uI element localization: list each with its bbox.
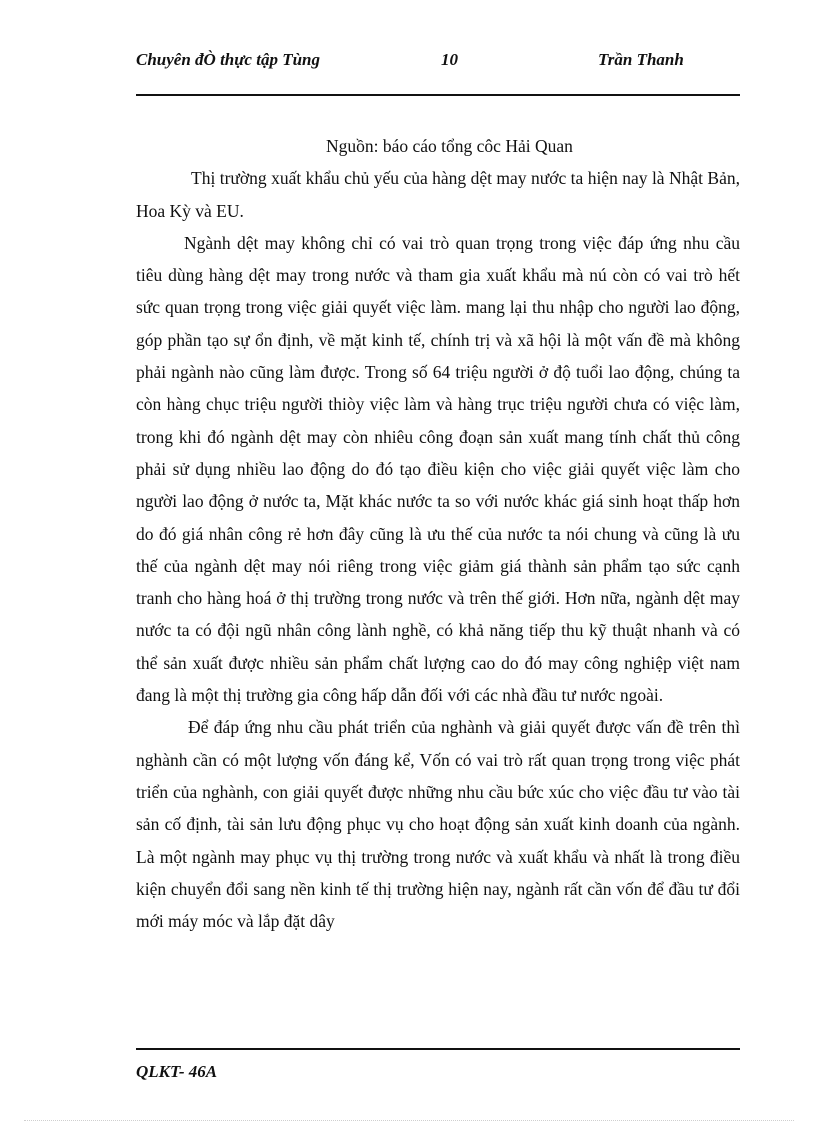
page-bottom-divider: [24, 1120, 794, 1121]
header-document-title: Chuyên đÒ thực tập Tùng: [136, 50, 320, 69]
source-citation: Nguồn: báo cáo tổng côc Hải Quan: [326, 136, 573, 156]
page-footer: [136, 1048, 740, 1082]
page-header: [136, 48, 740, 96]
footer-class-code: QLKT- 46A: [136, 1062, 218, 1081]
header-author: Trần Thanh: [598, 50, 684, 69]
paragraph-capital-needs: Để đáp ứng nhu cầu phát triển của nghành và giải quyết được vấn đề trên thì nghành cần có một lượng vốn đáng kể, Vốn có vai trò rất quan trọng trong việc phát triển của nghành, con giải quyết được những nhu cầu bức xúc cho việc đầu tư vào tài sản cố định, tài sản lưu động phục vụ cho hoạt động sản xuất kinh doanh của ngành. Là một ngành may phục vụ thị trường trong nước và xuất khẩu và nhất là trong điều kiện chuyển đổi sang nền kinh tế thị trường hiện nay, ngành rất cần vốn để đầu tư đổi mới máy móc và lắp đặt dây: [136, 717, 740, 932]
paragraph-industry-role: Ngành dệt may không chỉ có vai trò quan trọng trong việc đáp ứng nhu cầu tiêu dùng hàng dệt may trong nước và tham gia xuất khẩu mà nú còn có vai trò hết sức quan trọng trong việc giải quyết việc làm. mang lại thu nhập cho người lao động, góp phần tạo sự ổn định, về mặt kinh tế, chính trị và xã hội là một vấn đề mà không phải ngành nào cũng làm được. Trong số 64 triệu người ở độ tuổi lao động, chúng ta còn hàng chục triệu người thiòy việc làm và hàng trục triệu người chưa có việc làm, trong khi đó ngành dệt may còn nhiêu công đoạn sản xuất mang tính chất thủ công phải sử dụng nhiều lao động do đó tạo điều kiện cho việc giải quyết việc làm cho người lao động ở nước ta, Mặt khác nước ta so với nước khác giá sinh hoạt thấp hơn do đó giá nhân công rẻ hơn đây cũng là ưu thế của nước ta nói chung và cũng là ưu thế của ngành dệt may nói riêng trong việc giảm giá thành sản phẩm tạo sức cạnh tranh cho hàng hoá ở thị trường trong nước và trên thế giới. Hơn nữa, ngành dệt may nước ta có đội ngũ nhân công lành nghề, có khả năng tiếp thu kỹ thuật nhanh và có thể sản xuất được nhiều sản phẩm chất lượng cao do đó may công nghiệp việt nam đang là một thị trường gia công hấp dẫn đối với các nhà đầu tư nước ngoài.: [136, 232, 740, 706]
document-body: [136, 130, 740, 937]
paragraph-export-markets: Thị trường xuất khẩu chủ yếu của hàng dệt may nước ta hiện nay là Nhật Bản, Hoa Kỳ và EU.: [136, 168, 740, 221]
header-page-number: 10: [441, 50, 458, 69]
